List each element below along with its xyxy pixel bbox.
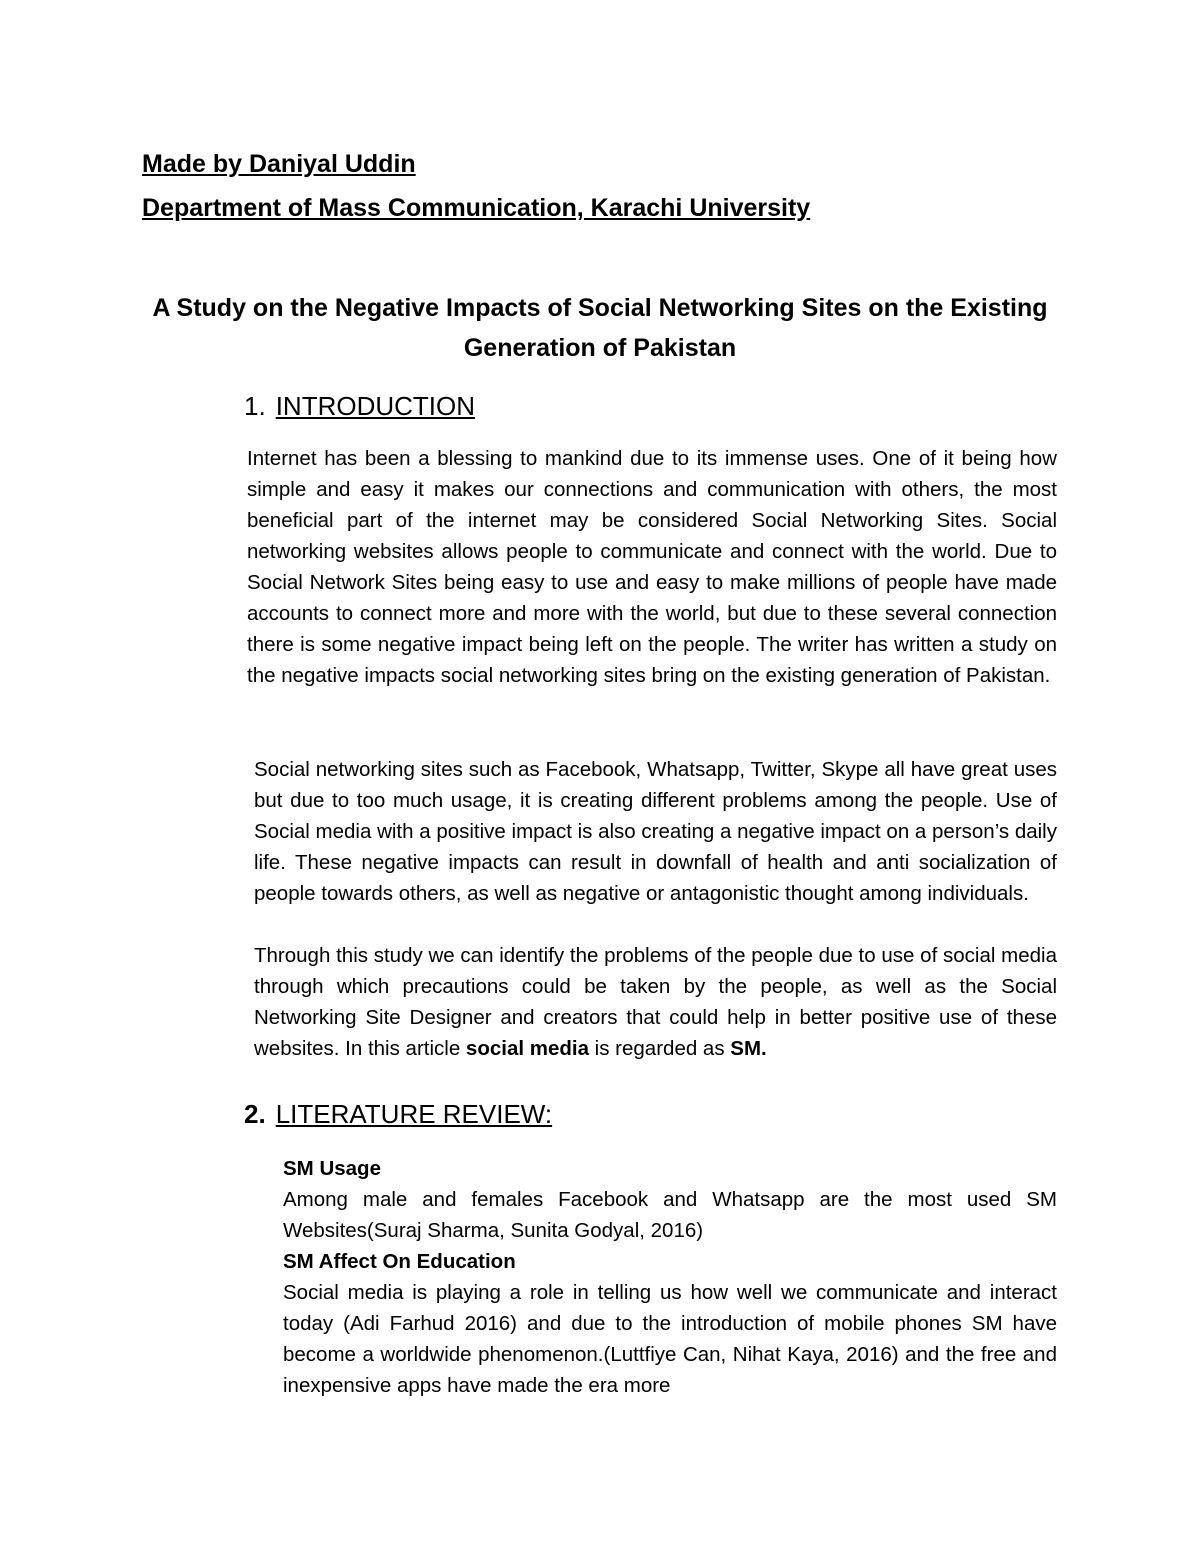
sm-usage-paragraph: Among male and females Facebook and Whatsapp are the most used SM Websites(Suraj Sharma, Sunita Godyal, 2016) [283,1188,1057,1242]
sm-education-paragraph: Social media is playing a role in telling us how well we communicate and interact today (Adi Farhud 2016) and due to the introduction of mobile phones SM have become a worldwide phenomenon.(Luttfiye Can, Nihat Kaya, 2016) and the free and inexpensive apps have made the era more [283,1281,1057,1397]
document-title: A Study on the Negative Impacts of Social Networking Sites on the Existing Generation of Pakistan [152,294,1048,362]
bold-term: social media [465,1037,589,1060]
section-heading-label: INTRODUCTION [275,391,476,421]
literature-review-heading [244,1096,552,1132]
section-number: 2. [244,1099,266,1129]
paragraph-text: Through this study we can identify the problems of the people due to use of social media through which precautions could be taken by the people, as well as the Social Networking Site Designer and creators that could help in better positive use of these websites. In this article [254,944,1057,1060]
intro-paragraph-2: Social networking sites such as Facebook, Whatsapp, Twitter, Skype all have great uses but due to too much usage, it is creating different problems among the people. Use of Social media with a positive impact is also creating a negative impact on a person’s daily life. These negative impacts can result in downfall of health and anti socialization of people towards others, as well as negative or antagonistic thought among individuals. [254,758,1057,905]
intro-paragraph-3 [254,940,1057,1064]
section-heading-label: LITERATURE REVIEW: [275,1099,553,1129]
author-line: Made by Daniyal Uddin [142,150,416,178]
subheading-sm-usage: SM Usage [283,1157,381,1180]
introduction-heading [244,388,475,424]
subheading-sm-education: SM Affect On Education [283,1250,516,1273]
paragraph-text: is regarded as [588,1037,731,1060]
section-number: 1. [244,391,266,421]
intro-paragraph-1: Internet has been a blessing to mankind due to its immense uses. One of it being how simple and easy it makes our connections and communication with others, the most beneficial part of the internet may be considered Social Networking Sites. Social networking websites allows people to communicate and connect with the world. Due to Social Network Sites being easy to use and easy to make millions of people have made accounts to connect more and more with the world, but due to these several connection there is some negative impact being left on the people. The writer has written a study on the negative impacts social networking sites bring on the existing generation of Pakistan. [247,447,1057,687]
bold-abbreviation: SM. [730,1037,767,1060]
department-line: Department of Mass Communication, Karachi University [142,194,811,222]
